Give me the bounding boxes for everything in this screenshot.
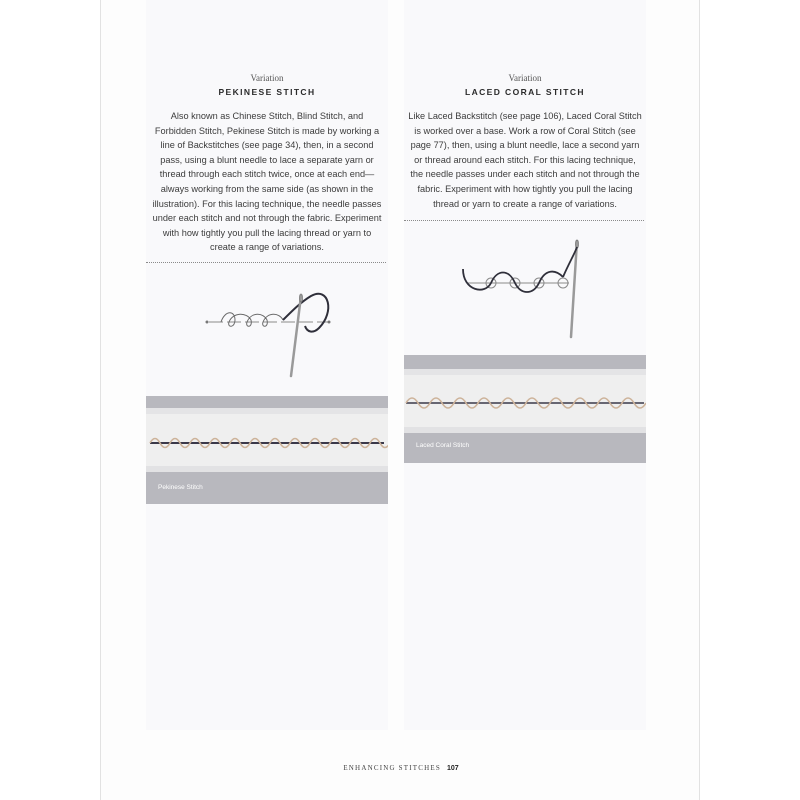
- left-dotted-divider: [146, 262, 386, 263]
- footer-section-name: ENHANCING STITCHES: [343, 764, 441, 772]
- laced-coral-photo-caption: Laced Coral Stitch: [416, 442, 470, 449]
- right-text-block: [404, 73, 646, 211]
- book-page: [100, 0, 700, 800]
- pekinese-photo-caption: Pekinese Stitch: [158, 484, 203, 491]
- left-column: [146, 0, 388, 730]
- page-footer: [101, 764, 701, 772]
- right-variation-label: Variation: [508, 73, 542, 83]
- right-dotted-divider: [404, 220, 644, 221]
- laced-coral-stitch-photo: [404, 355, 646, 463]
- footer-page-number: 107: [446, 765, 459, 772]
- right-column: [404, 0, 646, 730]
- right-body-text: Like Laced Backstitch (see page 106), Laced Coral Stitch is worked over a base. Work a row of Coral Stitch (see page 77), then, using a blunt needle, lace a second yarn or thread around each stitch. For this lacing technique, the needle passes under each stitch and not through the fabric. Experiment with how tightly you pull the lacing thread or yarn to create a range of variations.: [408, 111, 642, 209]
- left-section-title: PEKINESE STITCH: [218, 87, 316, 97]
- pekinese-stitch-illustration: [201, 282, 341, 380]
- left-text-block: [146, 73, 388, 255]
- right-section-title: LACED CORAL STITCH: [465, 87, 585, 97]
- pekinese-stitch-photo: [146, 396, 388, 504]
- left-body-text: Also known as Chinese Stitch, Blind Stitch, and Forbidden Stitch, Pekinese Stitch is made by working a line of Backstitches (see page 34), then, in a second pass, using a blunt needle to lace a separate yarn or thread through each stitch twice, once at each end—always working from the same side (as shown in the illustration). For this lacing technique, the needle passes under each stitch and not through the fabric. Experiment with how tightly you pull the lacing thread or yarn to create a range of variations.: [152, 111, 382, 253]
- laced-coral-stitch-illustration: [459, 233, 599, 343]
- left-variation-label: Variation: [250, 73, 284, 83]
